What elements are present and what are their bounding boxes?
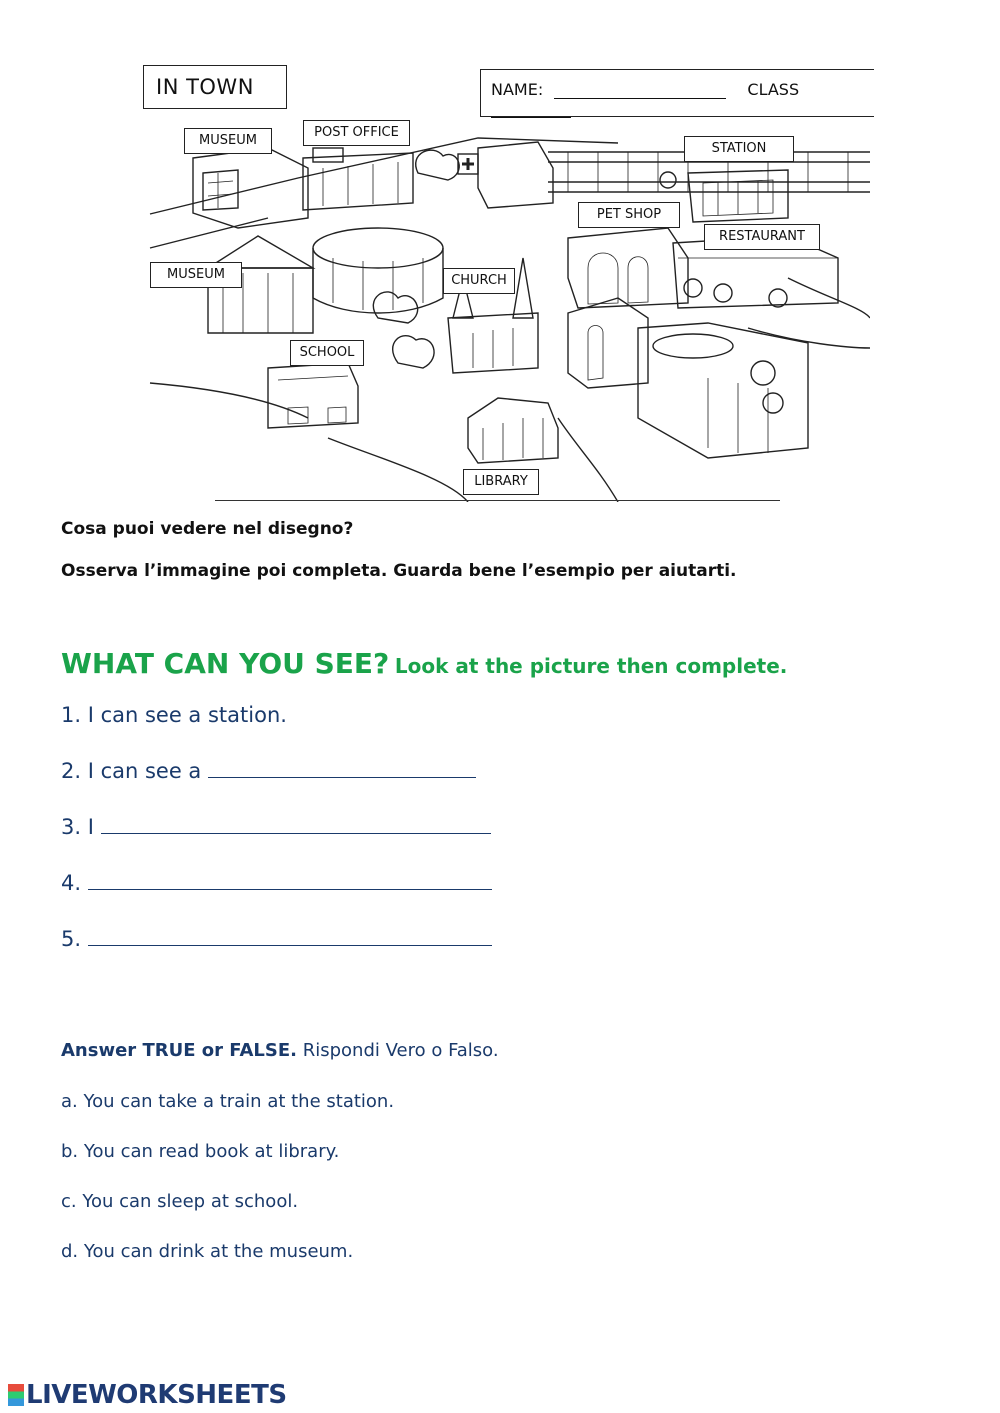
label-library: LIBRARY bbox=[463, 469, 539, 495]
worksheet-title: IN TOWN bbox=[143, 65, 287, 109]
label-museum-top: MUSEUM bbox=[184, 128, 272, 154]
answer-field-5[interactable] bbox=[88, 927, 492, 946]
name-class-box bbox=[480, 69, 874, 117]
label-school: SCHOOL bbox=[290, 340, 364, 366]
label-church: CHURCH bbox=[443, 268, 515, 294]
instruction-italian-2: Osserva l’immagine poi completa. Guarda bene l’esempio per aiutarti. bbox=[61, 561, 737, 581]
instruction-italian-1: Cosa puoi vedere nel disegno? bbox=[61, 519, 354, 539]
answer-field-4[interactable] bbox=[88, 871, 492, 890]
true-false-item-b[interactable]: b. You can read book at library. bbox=[61, 1141, 340, 1162]
exercise-heading-sub: Look at the picture then complete. bbox=[394, 654, 788, 678]
label-station: STATION bbox=[684, 136, 794, 162]
exercise-item-1: 1. I can see a station. bbox=[61, 703, 287, 727]
label-restaurant: RESTAURANT bbox=[704, 224, 820, 250]
label-museum-left: MUSEUM bbox=[150, 262, 242, 288]
true-false-item-c[interactable]: c. You can sleep at school. bbox=[61, 1191, 299, 1212]
true-false-item-d[interactable]: d. You can drink at the museum. bbox=[61, 1241, 354, 1262]
class-label: CLASS bbox=[747, 80, 800, 99]
name-field[interactable] bbox=[554, 98, 726, 99]
name-label: NAME: bbox=[491, 80, 544, 99]
divider bbox=[215, 500, 780, 501]
answer-field-2[interactable] bbox=[208, 759, 476, 778]
true-false-item-a[interactable]: a. You can take a train at the station. bbox=[61, 1091, 395, 1112]
exercise-heading bbox=[61, 647, 787, 680]
exercise-item-2: 2. I can see a bbox=[61, 759, 476, 783]
label-pet-shop: PET SHOP bbox=[578, 202, 680, 228]
true-false-heading: Answer TRUE or FALSE. Rispondi Vero o Falso. bbox=[61, 1040, 499, 1061]
exercise-item-4: 4. bbox=[61, 871, 492, 895]
liveworksheets-logo: LIVEWORKSHEETS bbox=[8, 1380, 287, 1410]
answer-field-3[interactable] bbox=[101, 815, 491, 834]
exercise-heading-main: WHAT CAN YOU SEE? bbox=[61, 647, 390, 680]
logo-blocks-icon bbox=[8, 1384, 24, 1406]
label-post-office: POST OFFICE bbox=[303, 120, 410, 146]
exercise-item-5: 5. bbox=[61, 927, 492, 951]
town-illustration bbox=[148, 118, 870, 502]
exercise-item-3: 3. I bbox=[61, 815, 491, 839]
